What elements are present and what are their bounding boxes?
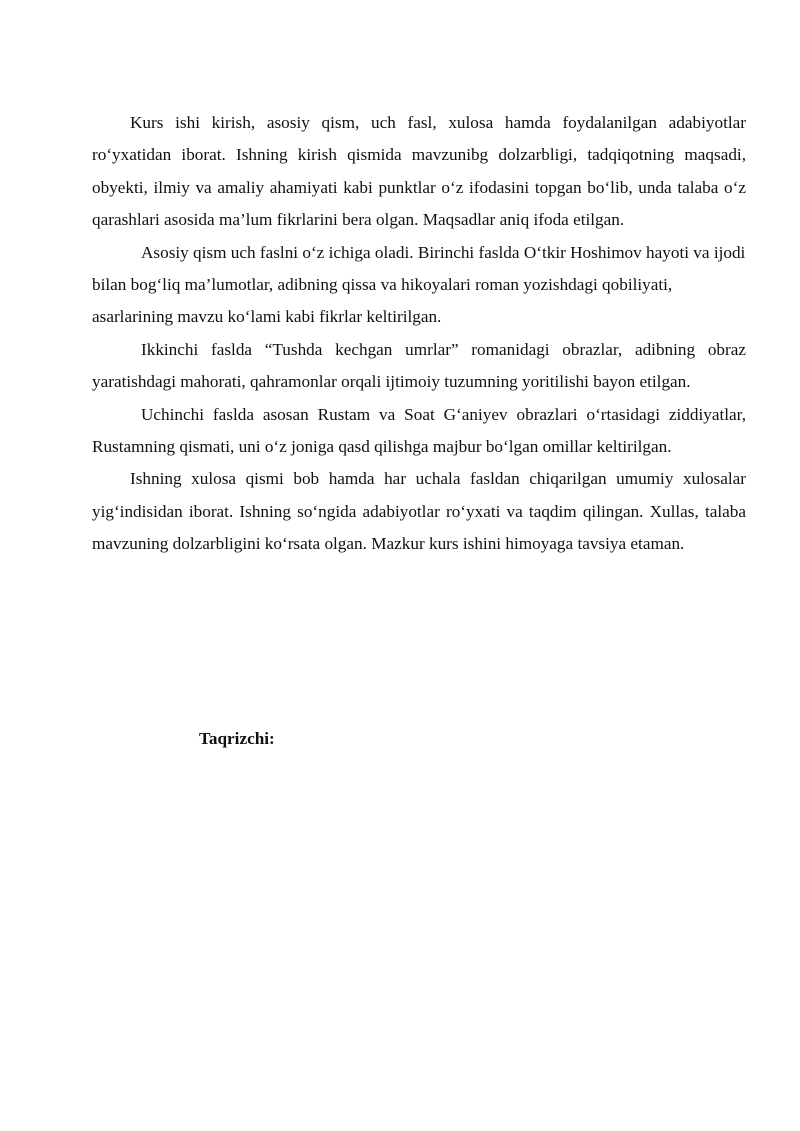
paragraph-main-part: Asosiy qism uch faslni o‘z ichiga oladi. Birinchi faslda O‘tkir Hoshimov hayoti va ijodi bilan bog‘liq ma’lumotlar, adibning qissa va hikoyalari roman yozishdagi qobiliyati, asarlarining mavzu ko‘lami kabi fikrlar keltirilgan. (92, 242, 746, 327)
paragraph-second-chapter: Ikkinchi faslda “Tushda kechgan umrlar” romanidagi obrazlar, adibning obraz yaratishdagi mahorati, qahramonlar orqali ijtimoiy tuzumning yoritilishi bayon etilgan. (92, 339, 746, 392)
paragraph-structure: Kurs ishi kirish, asosiy qism, uch fasl, xulosa hamda foydalanilgan adabiyotlar ro‘yxatidan iborat. Ishning kirish qismida mavzunibg dolzarbligi, tadqiqotning maqsadi, obyekti, ilmiy va amaliy ahamiyati kabi punktlar o‘z ifodasini topgan bo‘lib, unda talaba o‘z qarashlari asosida ma’lum fikrlarini bera olgan. Maqsadlar aniq ifoda etilgan. (92, 113, 746, 230)
paragraph-conclusion: Ishning xulosa qismi bob hamda har uchala fasldan chiqarilgan umumiy xulosalar yig‘indisidan iborat. Ishning so‘ngida adabiyotlar ro‘yxati va taqdim qilingan. Xullas, talaba mavzuning dolzarbligini ko‘rsata olgan. Mazkur kurs ishini himoyaga tavsiya etaman. (92, 469, 746, 554)
reviewer-label: Taqrizchi: (199, 729, 275, 748)
document-body (92, 107, 746, 561)
paragraph-third-chapter: Uchinchi faslda asosan Rustam va Soat G‘aniyev obrazlari o‘rtasidagi ziddiyatlar, Rustamning qismati, uni o‘z joniga qasd qilishga majbur bo‘lgan omillar keltirilgan. (92, 404, 746, 457)
